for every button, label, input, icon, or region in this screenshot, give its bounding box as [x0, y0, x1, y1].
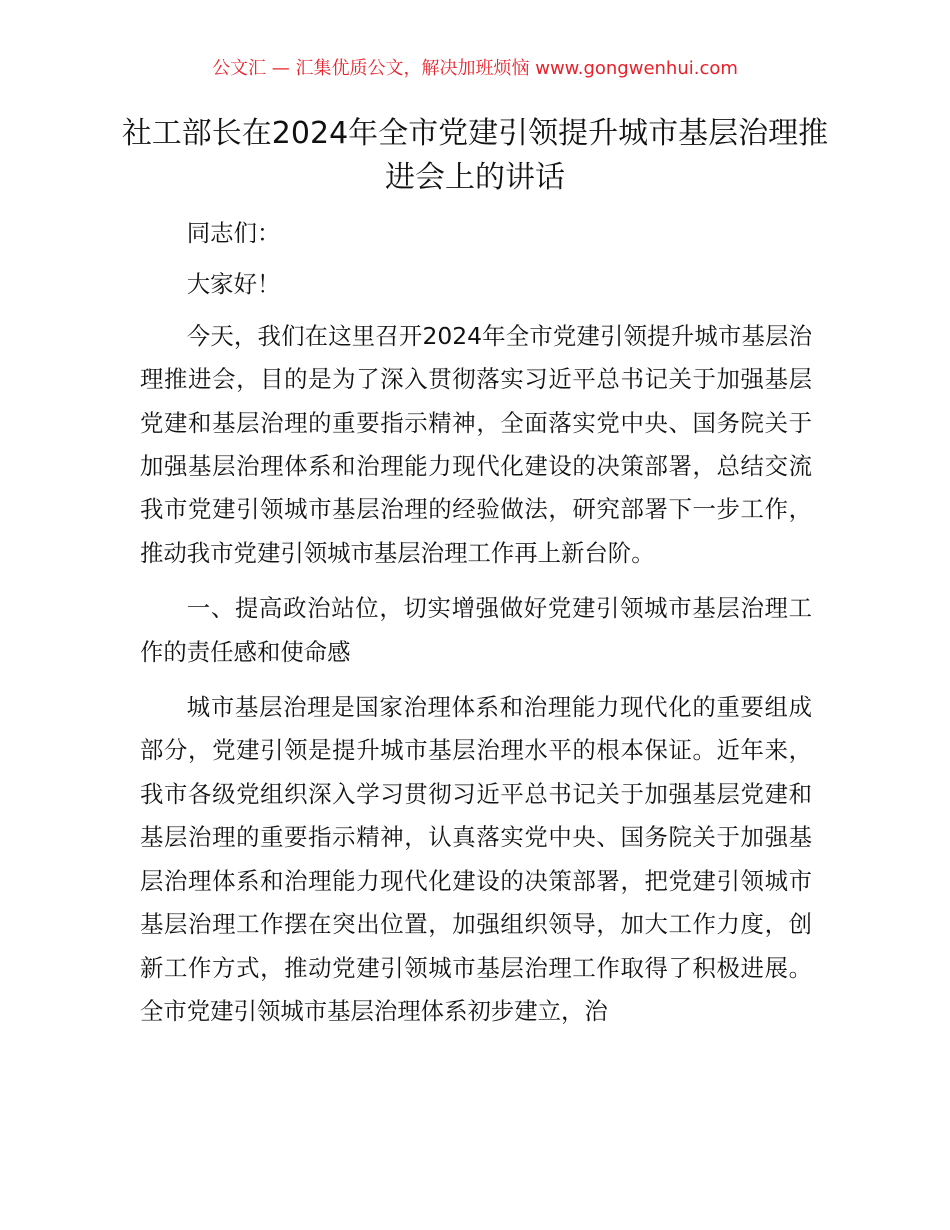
- body-paragraph: 城市基层治理是国家治理体系和治理能力现代化的重要组成部分，党建引领是提升城市基层治理水平的根本保证。近年来，我市各级党组织深入学习贯彻习近平总书记关于加强基层党建和基层治理的重要指示精神，认真落实党中央、国务院关于加强基层治理体系和治理能力现代化建设的决策部署，把党建引领城市基层治理工作摆在突出位置，加强组织领导，加大工作力度，创新工作方式，推动党建引领城市基层治理工作取得了积极进展。全市党建引领城市基层治理体系初步建立，治: [140, 693, 812, 1025]
- greeting: 大家好！: [186, 270, 281, 299]
- document-body: [140, 212, 812, 1045]
- document-title: 社工部长在2024年全市党建引领提升城市基层治理推进会上的讲话: [121, 116, 829, 195]
- salutation: 同志们：: [186, 219, 281, 247]
- section-heading-1: 一、提高政治站位，切实增强做好党建引领城市基层治理工作的责任感和使命感: [140, 594, 812, 666]
- site-banner: 公文汇 — 汇集优质公文，解决加班烦恼 www.gongwenhui.com: [212, 58, 738, 79]
- intro-paragraph: 今天，我们在这里召开2024年全市党建引领提升城市基层治理推进会，目的是为了深入贯彻落实习近平总书记关于加强基层党建和基层治理的重要指示精神，全面落实党中央、国务院关于加强基层治理体系和治理能力现代化建设的决策部署，总结交流我市党建引领城市基层治理的经验做法，研究部署下一步工作，推动我市党建引领城市基层治理工作再上新台阶。: [140, 321, 812, 567]
